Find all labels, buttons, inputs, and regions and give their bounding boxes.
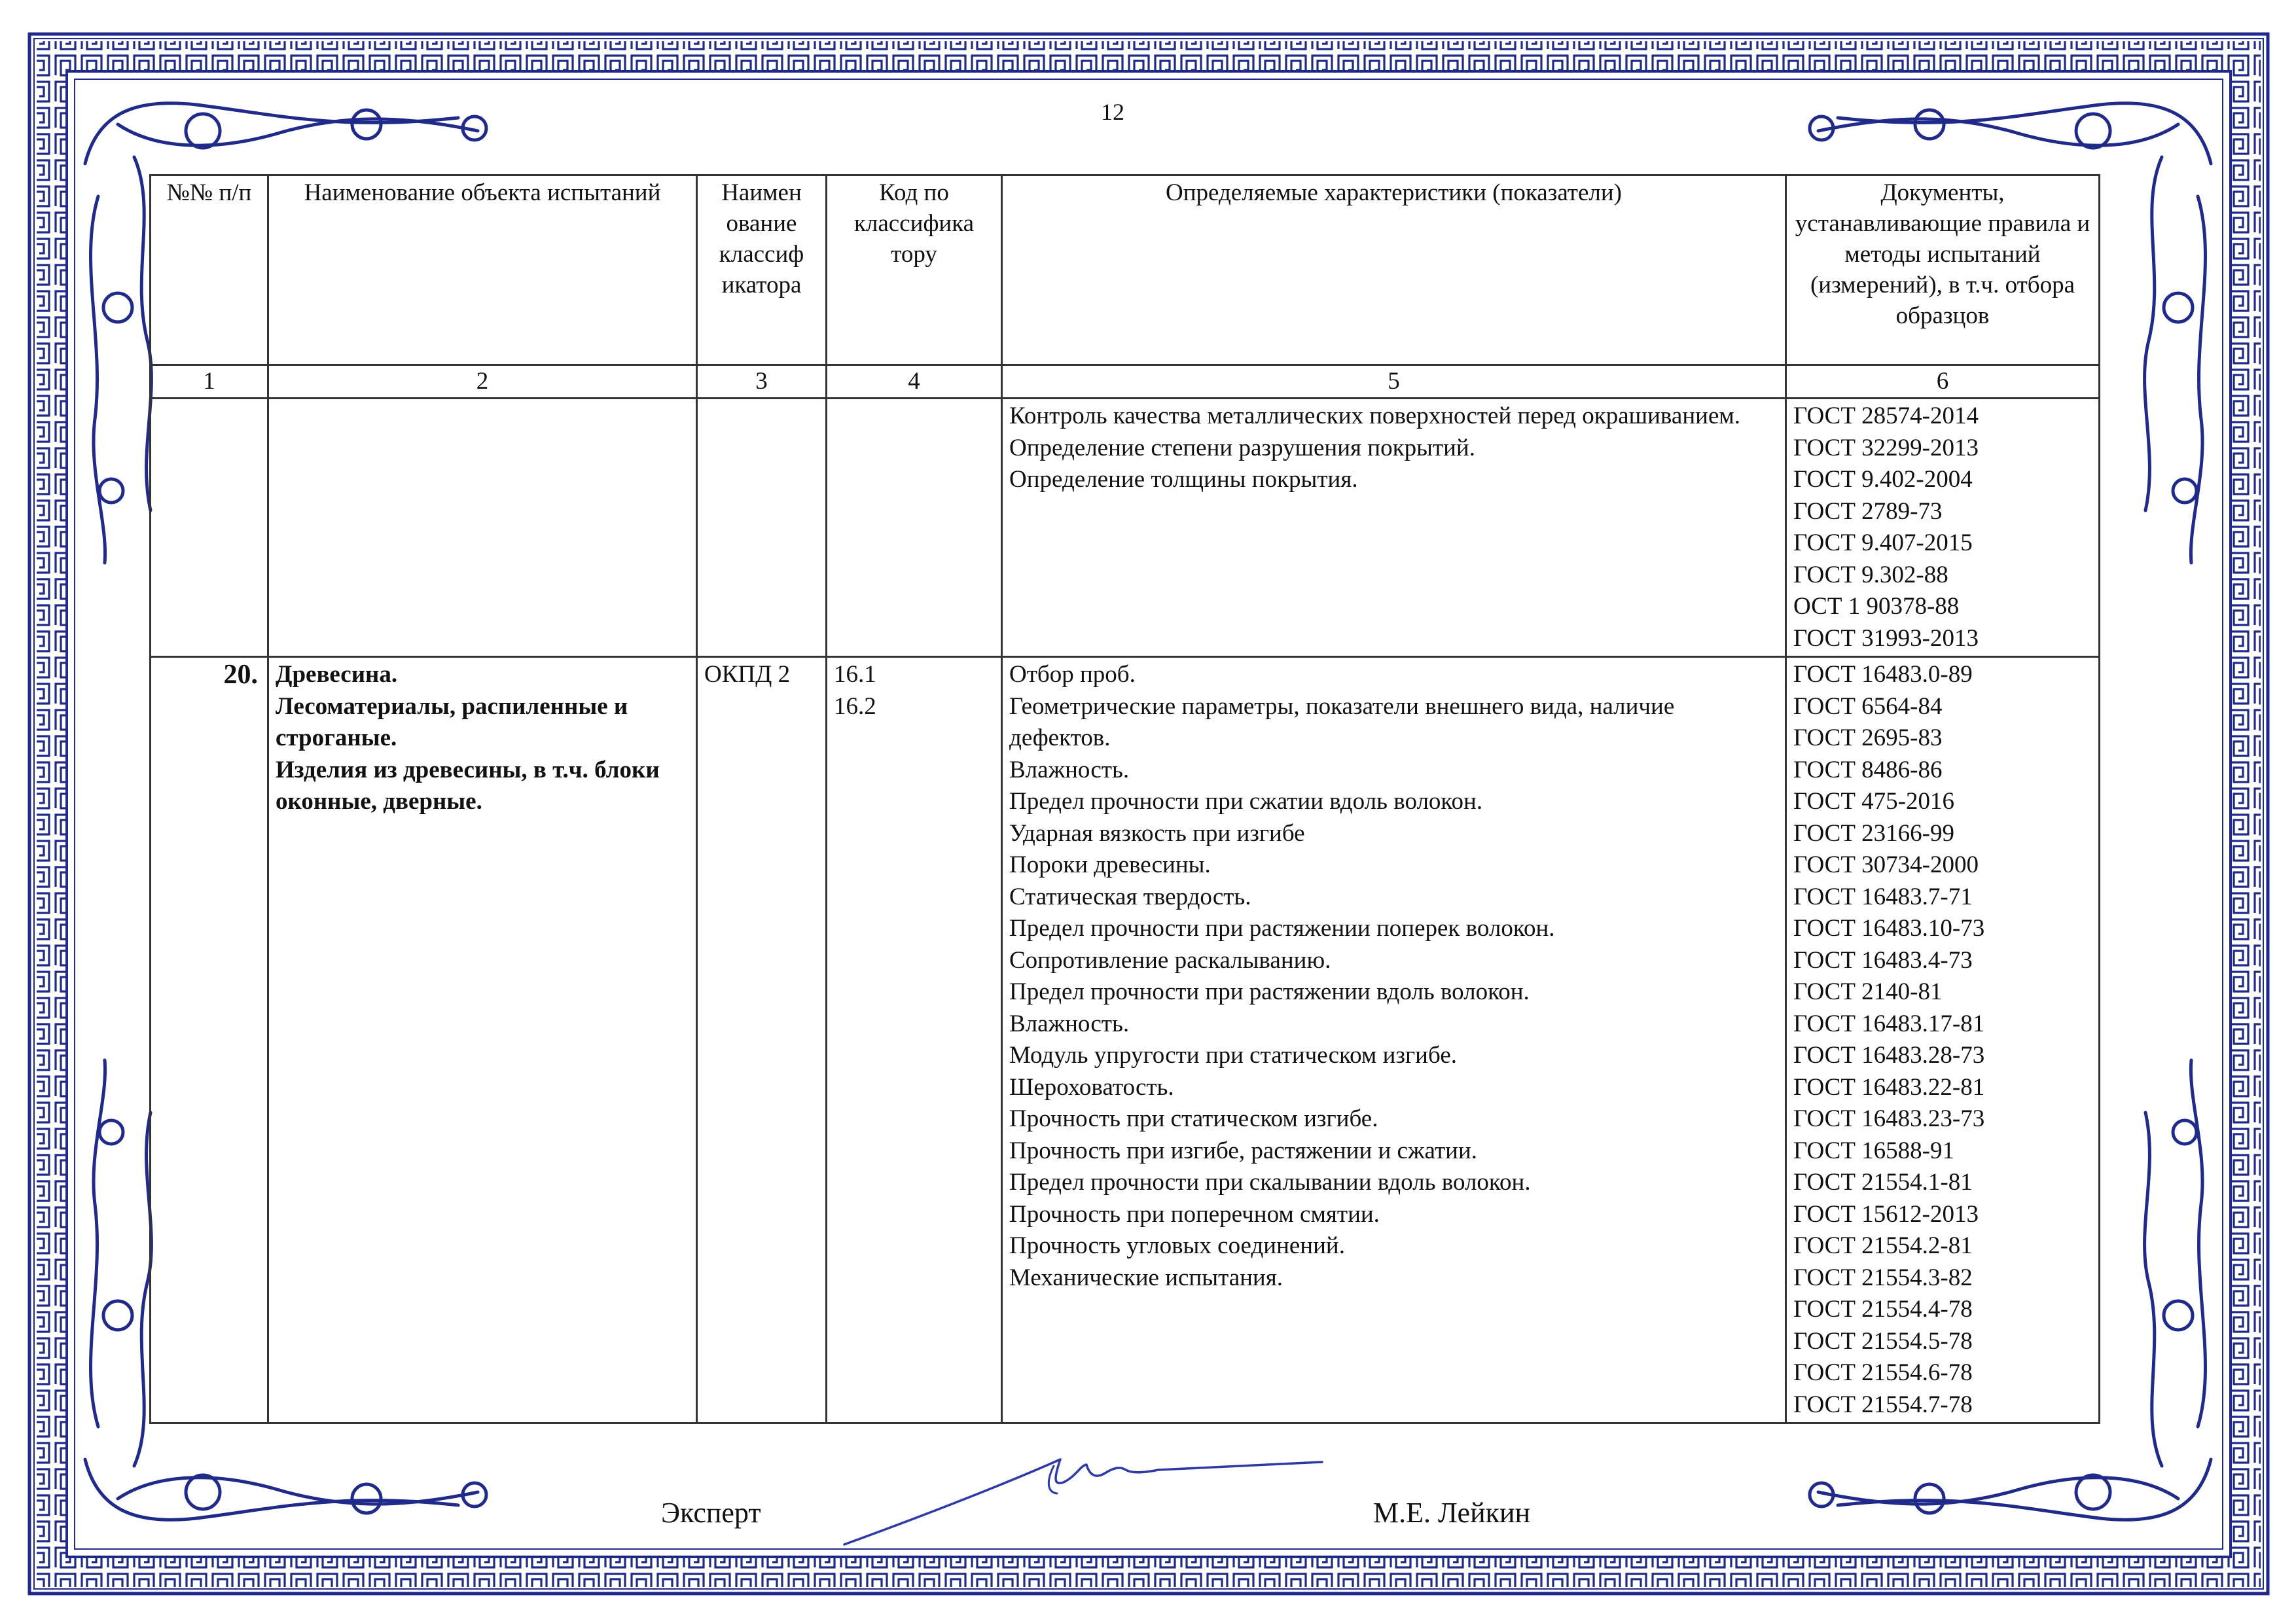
header-classifier-name: Наимен ование классиф икатора: [697, 175, 827, 365]
column-number-row: [151, 365, 2100, 399]
document-item: ГОСТ 21554.5-78: [1793, 1327, 1973, 1355]
document-item: ГОСТ 23166-99: [1793, 819, 1954, 847]
document-item: ГОСТ 9.302-88: [1793, 561, 1948, 588]
characteristic-item: Определение толщины покрытия.: [1009, 466, 1358, 493]
column-number: 3: [697, 365, 827, 399]
characteristic-item: Контроль качества металлических поверхностей перед окрашиванием.: [1009, 402, 1741, 429]
document-item: ГОСТ 2695-83: [1793, 724, 1943, 751]
empty-cell: [268, 399, 697, 657]
document-item: ГОСТ 21554.4-78: [1793, 1296, 1973, 1323]
document-item: ГОСТ 15612-2013: [1793, 1200, 1979, 1228]
codes-cell: [827, 657, 1002, 1423]
header-characteristics: Определяемые характеристики (показатели): [1002, 175, 1786, 365]
test-object-line: Древесина.: [276, 661, 398, 688]
row-number: 20.: [151, 657, 268, 1423]
characteristic-item: Отбор проб.: [1009, 661, 1136, 688]
document-item: ОСТ 1 90378-88: [1793, 593, 1960, 620]
characteristic-item: Модуль упругости при статическом изгибе.: [1009, 1042, 1457, 1069]
code-item: 16.1: [834, 661, 876, 688]
characteristic-item: Предел прочности при растяжении вдоль волокон.: [1009, 978, 1530, 1005]
characteristic-item: Шероховатость.: [1009, 1073, 1174, 1101]
characteristic-item: Прочность при поперечном смятии.: [1009, 1200, 1380, 1228]
test-object-line: Лесоматериалы, распиленные и строганые.: [276, 692, 628, 751]
accreditation-scope-table: [149, 174, 2100, 1424]
document-item: ГОСТ 16483.10-73: [1793, 915, 1985, 942]
code-item: 16.2: [834, 692, 876, 720]
handwritten-signature: [838, 1446, 1335, 1551]
characteristic-item: Механические испытания.: [1009, 1264, 1283, 1291]
characteristic-item: Геометрические параметры, показатели внешнего вида, наличие дефектов.: [1009, 692, 1675, 751]
document-item: ГОСТ 16588-91: [1793, 1137, 1954, 1164]
document-item: ГОСТ 32299-2013: [1793, 434, 1979, 461]
column-number: 1: [151, 365, 268, 399]
document-item: ГОСТ 21554.6-78: [1793, 1359, 1973, 1386]
characteristic-item: Прочность при изгибе, растяжении и сжатии.: [1009, 1137, 1478, 1164]
documents-cell: [1786, 399, 2100, 657]
characteristic-item: Статическая твердость.: [1009, 883, 1251, 910]
characteristic-item: Прочность угловых соединений.: [1009, 1232, 1345, 1259]
table-row-continuation: [151, 399, 2100, 657]
header-number: №№ п/п: [151, 175, 268, 365]
column-number: 6: [1786, 365, 2100, 399]
characteristic-item: Влажность.: [1009, 756, 1130, 783]
document-item: ГОСТ 2140-81: [1793, 978, 1943, 1005]
document-item: ГОСТ 6564-84: [1793, 692, 1943, 720]
document-item: ГОСТ 16483.28-73: [1793, 1042, 1985, 1069]
document-item: ГОСТ 16483.4-73: [1793, 946, 1973, 974]
document-item: ГОСТ 9.407-2015: [1793, 529, 1973, 556]
header-classifier-code: Код по классифика тору: [827, 175, 1002, 365]
table-header-row: [151, 175, 2100, 365]
column-number: 2: [268, 365, 697, 399]
document-item: ГОСТ 9.402-2004: [1793, 466, 1973, 493]
characteristic-item: Определение степени разрушения покрытий.: [1009, 434, 1475, 461]
page-number: 12: [1101, 99, 1124, 125]
document-item: ГОСТ 30734-2000: [1793, 851, 1979, 878]
table-row-20: [151, 657, 2100, 1423]
characteristic-item: Прочность при статическом изгибе.: [1009, 1105, 1378, 1132]
document-item: ГОСТ 16483.22-81: [1793, 1073, 1985, 1101]
characteristic-item: Сопротивление раскалыванию.: [1009, 946, 1331, 974]
document-item: ГОСТ 28574-2014: [1793, 402, 1979, 429]
characteristic-item: Влажность.: [1009, 1010, 1130, 1037]
characteristic-item: Предел прочности при скалывании вдоль волокон.: [1009, 1169, 1531, 1196]
column-number: 5: [1002, 365, 1786, 399]
classifier-cell: ОКПД 2: [697, 657, 827, 1423]
document-item: ГОСТ 2789-73: [1793, 497, 1943, 525]
documents-cell: [1786, 657, 2100, 1423]
signer-name: М.Е. Лейкин: [1373, 1497, 1531, 1529]
test-object-line: Изделия из древесины, в т.ч. блоки оконные, дверные.: [276, 756, 660, 815]
document-item: ГОСТ 16483.7-71: [1793, 883, 1973, 910]
document-item: ГОСТ 21554.1-81: [1793, 1169, 1973, 1196]
document-item: ГОСТ 21554.3-82: [1793, 1264, 1973, 1291]
document-item: ГОСТ 16483.0-89: [1793, 661, 1973, 688]
characteristic-item: Ударная вязкость при изгибе: [1009, 819, 1305, 847]
characteristic-item: Предел прочности при сжатии вдоль волокон.: [1009, 788, 1483, 815]
empty-cell: [697, 399, 827, 657]
empty-cell: [827, 399, 1002, 657]
test-object-cell: [268, 657, 697, 1423]
document-item: ГОСТ 475-2016: [1793, 788, 1954, 815]
document-item: ГОСТ 21554.7-78: [1793, 1391, 1973, 1418]
document-item: ГОСТ 16483.23-73: [1793, 1105, 1985, 1132]
document-item: ГОСТ 31993-2013: [1793, 624, 1979, 652]
characteristic-item: Предел прочности при растяжении поперек волокон.: [1009, 915, 1555, 942]
document-item: ГОСТ 16483.17-81: [1793, 1010, 1985, 1037]
characteristic-item: Пороки древесины.: [1009, 851, 1211, 878]
document-item: ГОСТ 21554.2-81: [1793, 1232, 1973, 1259]
header-documents: Документы, устанавливающие правила и методы испытаний (измерений), в т.ч. отбора образцов: [1786, 175, 2100, 365]
empty-cell: [151, 399, 268, 657]
characteristics-cell: [1002, 657, 1786, 1423]
characteristics-cell: [1002, 399, 1786, 657]
column-number: 4: [827, 365, 1002, 399]
header-object: Наименование объекта испытаний: [268, 175, 697, 365]
document-item: ГОСТ 8486-86: [1793, 756, 1943, 783]
expert-label: Эксперт: [661, 1497, 761, 1529]
